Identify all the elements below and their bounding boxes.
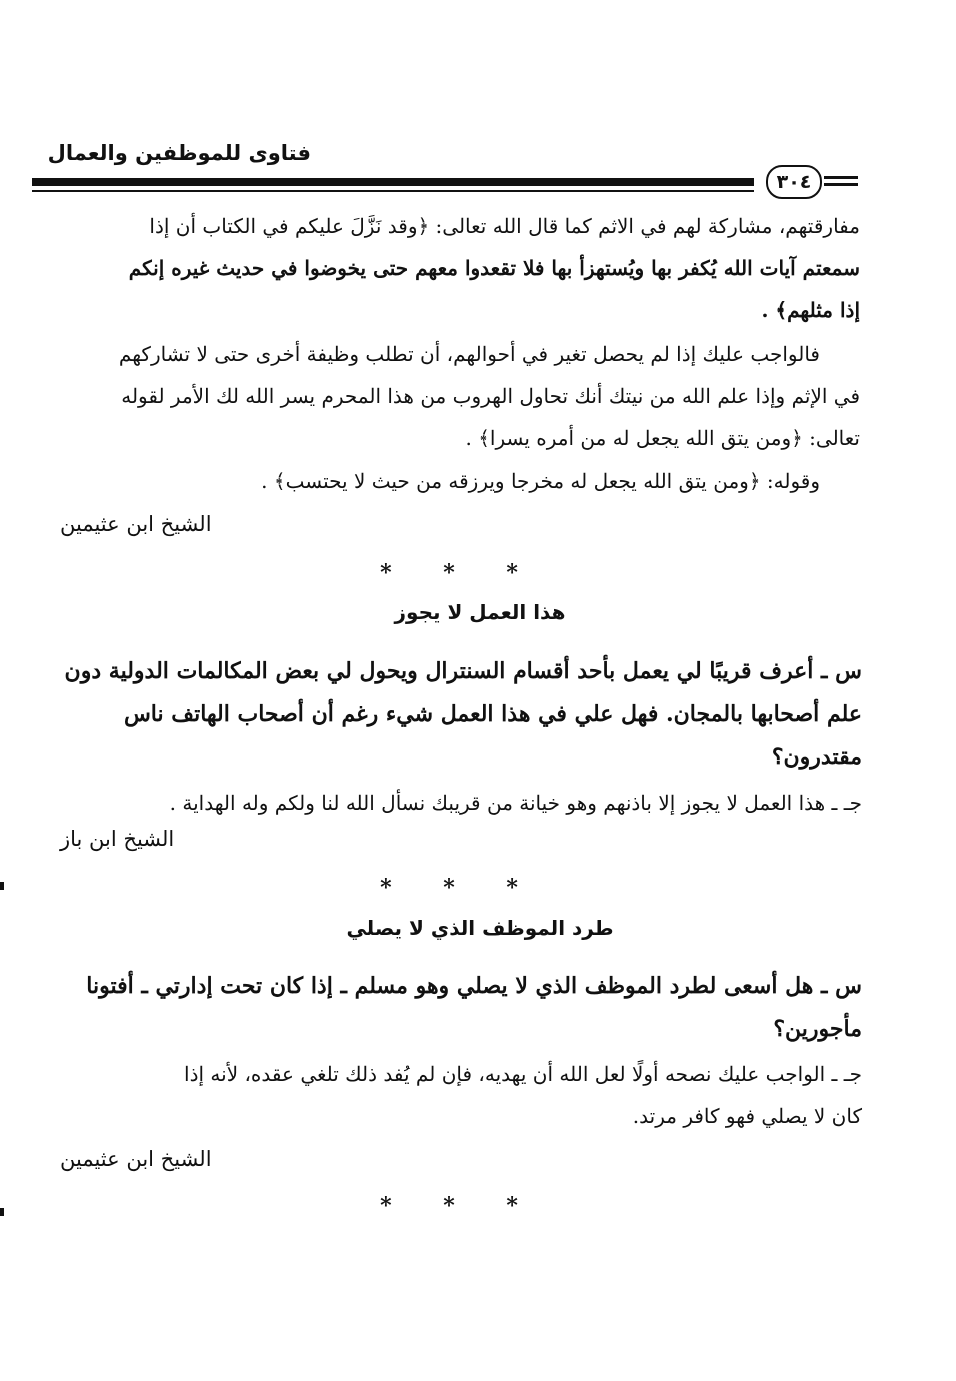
text-line: علم أصحابها بالمجان. فهل علي في هذا العمل شيء رغم أن أصحاب الهاتف ناس xyxy=(123,701,862,727)
separator-stars-2: * * * xyxy=(380,875,540,901)
text-line: سمعتم آيات الله يُكفر بها ويُستهزأ بها فلا تقعدوا معهم حتى يخوضوا في حديث غيره إنكم xyxy=(128,256,860,280)
signature-ibn-baz xyxy=(60,827,860,851)
separator-stars-3: * * * xyxy=(380,1193,540,1219)
text-line: كان لا يصلي فهو كافر مرتد. xyxy=(632,1104,862,1128)
signature-ibn-uthaymeen-1 xyxy=(60,512,860,536)
text-line: وقوله: ﴿ومن يتق الله يجعل له مخرجا ويرزقه من حيث لا يحتسب﴾ . xyxy=(261,469,820,493)
text-line: تعالى: ﴿ومن يتق الله يجعل له من أمره يسرا﴾ . xyxy=(465,426,860,450)
signature-text: الشيخ ابن عثيمين xyxy=(60,512,212,536)
header-rule-thin xyxy=(32,190,754,192)
intro-paragraph-1 xyxy=(60,205,860,331)
page-number: ٣٠٤ xyxy=(766,165,822,199)
text-line: إذا مثلهم﴾ . xyxy=(761,298,860,322)
signature-text: الشيخ ابن عثيمين xyxy=(60,1147,212,1171)
text-line: مفارقتهم، مشاركة لهم في الاثم كما قال الله تعالى: ﴿وقد نَزَّلَ عليكم في الكتاب أن إذا xyxy=(149,214,860,238)
text-line: س ـ هل أسعى لطرد الموظف الذي لا يصلي وهو مسلم ـ إذا كان تحت إدارتي ـ أفتونا xyxy=(86,973,862,999)
signature-ibn-uthaymeen-2 xyxy=(60,1147,860,1171)
page-number-dash-bottom xyxy=(824,183,858,186)
text-line: فالواجب عليك إذا لم يحصل تغير في أحوالهم، أن تطلب وظيفة أخرى حتى لا تشاركهم xyxy=(118,342,820,366)
header-rule-thick xyxy=(32,178,754,186)
question-2 xyxy=(60,965,862,1051)
scan-speck xyxy=(0,882,4,890)
signature-text: الشيخ ابن باز xyxy=(60,827,175,851)
page-number-dash-top xyxy=(824,176,858,179)
running-title: فتاوى للموظفين والعمال xyxy=(47,141,311,165)
section-title-2: طرد الموظف الذي لا يصلي xyxy=(346,916,614,940)
text-line: مأجورين؟ xyxy=(773,1016,862,1042)
scan-speck xyxy=(0,1208,4,1216)
question-1 xyxy=(60,650,862,779)
answer-2 xyxy=(60,1053,862,1137)
separator-stars-1: * * * xyxy=(380,560,540,586)
section-title-1: هذا العمل لا يجوز xyxy=(394,600,566,624)
text-line: س ـ أعرف قريبًا لي يعمل بأحد أقسام السنترال ويحول لي بعض المكالمات الدولية دون xyxy=(64,658,862,684)
text-line: مقتدرون؟ xyxy=(771,744,862,770)
answer-1 xyxy=(60,782,862,824)
text-line: في الإثم وإذا علم الله من نيتك أنك تحاول الهروب من هذا المحرم يسر الله لك الأمر لقوله xyxy=(121,384,860,408)
intro-paragraph-3 xyxy=(60,460,860,502)
text-line: جـ ـ هذا العمل لا يجوز إلا باذنهم وهو خيانة من قريبك نسأل الله لنا ولكم وله الهداية . xyxy=(169,791,862,815)
intro-paragraph-2 xyxy=(60,333,860,459)
text-line: جـ ـ الواجب عليك نصحه أولًا لعل الله أن يهديه، فإن لم يُفد ذلك تلغي عقده، لأنه إذا xyxy=(184,1062,862,1086)
